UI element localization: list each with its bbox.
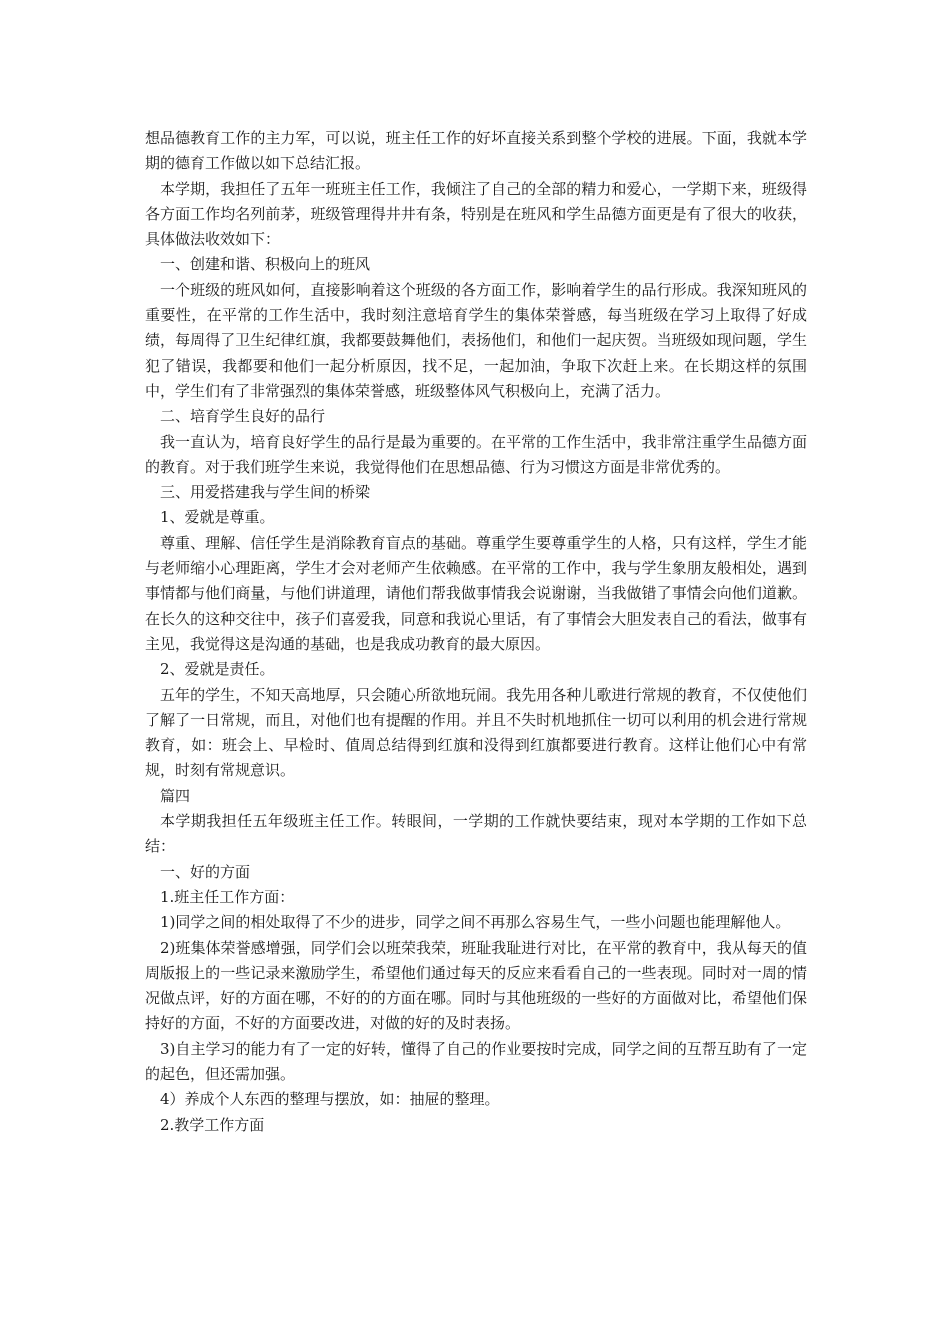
paragraph: 五年的学生，不知天高地厚，只会随心所欲地玩闹。我先用各种儿歌进行常规的教育，不仅使他们了解了一日常规，而且，对他们也有提醒的作用。并且不失时机地抓住一切可以利用的机会进行常规教育，如：班会上、早检时、值周总结得到红旗和没得到红旗都要进行教育。这样让他们心中有常规，时刻有常规意识。 — [145, 685, 807, 780]
paragraph: 本学期我担任五年级班主任工作。转眼间，一学期的工作就快要结束，现对本学期的工作如下总结： — [145, 812, 807, 856]
sub-heading: 1、爱就是尊重。 — [160, 508, 275, 527]
section-heading: 一、好的方面 — [160, 862, 251, 881]
sub-heading: 2、爱就是责任。 — [160, 660, 275, 679]
sub-heading: 2.教学工作方面 — [160, 1115, 265, 1134]
sub-heading: 1.班主任工作方面： — [160, 887, 295, 906]
section-heading: 三、用爱搭建我与学生间的桥梁 — [160, 483, 371, 502]
list-item: 1)同学之间的相处取得了不少的进步，同学之间不再那么容易生气，一些小问题也能理解他人。 — [160, 913, 791, 932]
paragraph: 本学期，我担任了五年一班班主任工作，我倾注了自己的全部的精力和爱心，一学期下来，班级得各方面工作均名列前茅，班级管理得井井有条，特别是在班风和学生品德方面更是有了很大的收获，具体做法收效如下： — [145, 179, 807, 249]
chapter-title: 篇四 — [160, 786, 191, 805]
paragraph: 尊重、理解、信任学生是消除教育盲点的基础。尊重学生要尊重学生的人格，只有这样，学生才能与老师缩小心理距离，学生才会对老师产生依赖感。在平常的工作中，我与学生象朋友般相处，遇到事情都与他们商量，与他们讲道理，请他们帮我做事情我会说谢谢，当我做错了事情会向他们道歉。在长久的这种交往中，孩子们喜爱我，同意和我说心里话，有了事情会大胆发表自己的看法，做事有主见，我觉得这是沟通的基础，也是我成功教育的最大原因。 — [145, 533, 807, 653]
section-heading: 一、创建和谐、积极向上的班风 — [160, 255, 371, 274]
section-heading: 二、培育学生良好的品行 — [160, 407, 326, 426]
paragraph: 想品德教育工作的主力军，可以说，班主任工作的好坏直接关系到整个学校的进展。下面，我就本学期的德育工作做以如下总结汇报。 — [145, 129, 807, 173]
list-item: 4）养成个人东西的整理与摆放，如：抽屉的整理。 — [160, 1090, 500, 1109]
list-item: 2)班集体荣誉感增强，同学们会以班荣我荣，班耻我耻进行对比，在平常的教育中，我从每天的值周版报上的一些记录来激励学生，希望他们通过每天的反应来看看自己的一些表现。同时对一周的情况做点评，好的方面在哪，不好的的方面在哪。同时与其他班级的一些好的方面做对比，希望他们保持好的方面，不好的方面要改进，对做的好的及时表扬。 — [145, 938, 807, 1033]
document-body — [145, 126, 807, 1138]
paragraph: 一个班级的班风如何，直接影响着这个班级的各方面工作，影响着学生的品行形成。我深知班风的重要性，在平常的工作生活中，我时刻注意培育学生的集体荣誉感，每当班级在学习上取得了好成绩，每周得了卫生纪律红旗，我都要鼓舞他们，表扬他们，和他们一起庆贺。当班级如现问题，学生犯了错误，我都要和他们一起分析原因，找不足，一起加油，争取下次赶上来。在长期这样的氛围中，学生们有了非常强烈的集体荣誉感，班级整体风气积极向上，充满了活力。 — [145, 280, 807, 400]
list-item: 3)自主学习的能力有了一定的好转，懂得了自己的作业要按时完成，同学之间的互帮互助有了一定的起色，但还需加强。 — [145, 1039, 807, 1083]
paragraph: 我一直认为，培育良好学生的品行是最为重要的。在平常的工作生活中，我非常注重学生品德方面的教育。对于我们班学生来说，我觉得他们在思想品德、行为习惯这方面是非常优秀的。 — [145, 432, 807, 476]
